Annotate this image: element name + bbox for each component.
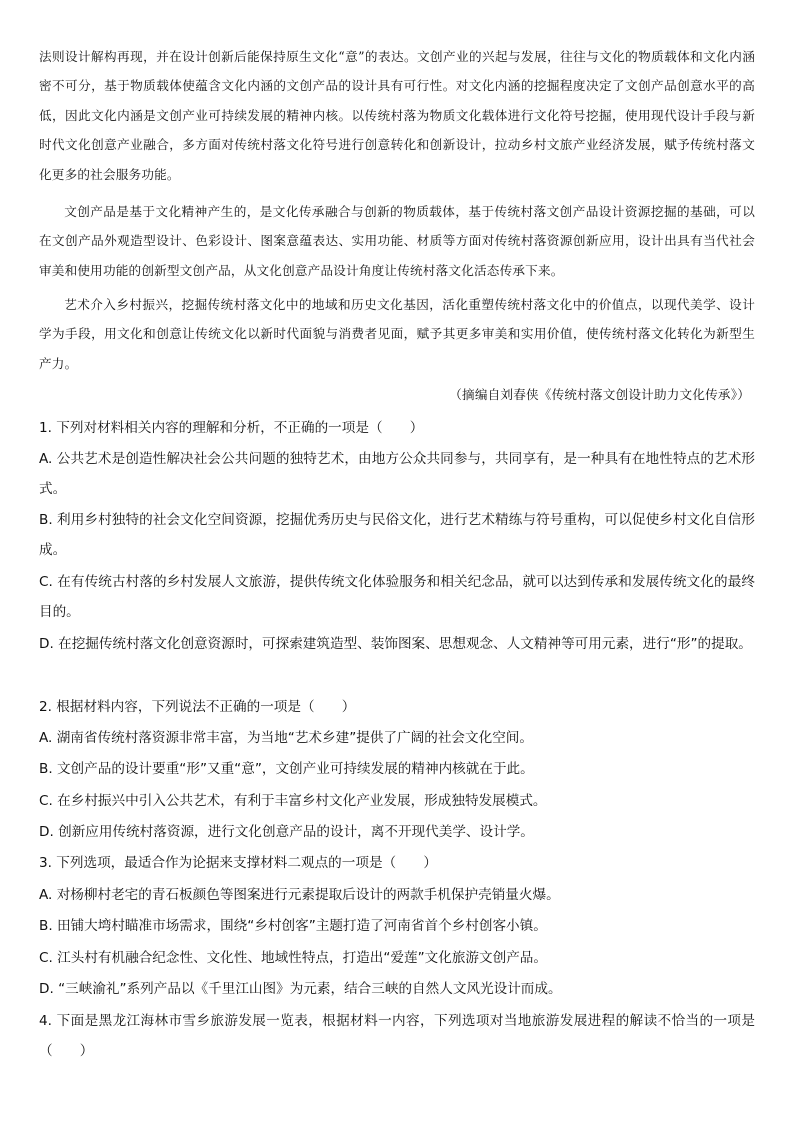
question-1-stem: 1. 下列对材料相关内容的理解和分析，不正确的一项是（ ） xyxy=(39,420,424,436)
passage-paragraph: 文创产品是基于文化精神产生的，是文化传承融合与创新的物质载体，基于传统村落文创产品设计资源挖掘的基础，可以在文创产品外观造型设计、色彩设计、图案意蕴表达、实用功能、材质等方面对传统村落资源创新应用，设计出具有当代社会审美和使用功能的创新型文创产品，从文化创意产品设计角度让传统村落文化活态传承下来。 xyxy=(39,204,755,278)
passage-paragraph: 法则设计解构再现，并在设计创新后能保持原生文化“意”的表达。文创产业的兴起与发展，往往与文化的物质载体和文化内涵密不可分，基于物质载体使蕴含文化内涵的文创产品的设计具有可行性。对文化内涵的挖掘程度决定了文创产品创意水平的高低，因此文化内涵是文创产业可持续发展的精神内核。以传统村落为物质文化载体进行文化符号挖掘，使用现代设计手段与新时代文化创意产业融合，多方面对传统村落文化符号进行创意转化和创新设计，拉动乡村文旅产业经济发展，赋予传统村落文化更多的社会服务功能。 xyxy=(39,49,755,182)
question-2-stem: 2. 根据材料内容，下列说法不正确的一项是（ ） xyxy=(39,699,356,715)
passage-source: （摘编自刘春侠《传统村落文创设计助力文化传承》） xyxy=(449,387,750,402)
question-2-option-d: D. 创新应用传统村落资源，进行文化创意产品的设计，离不开现代美学、设计学。 xyxy=(39,824,534,840)
question-3-option-c: C. 江头村有机融合纪念性、文化性、地域性特点，打造出“爱莲”文化旅游文创产品。 xyxy=(39,950,547,966)
question-2-option-a: A. 湖南省传统村落资源非常丰富，为当地“艺术乡建”提供了广阔的社会文化空间。 xyxy=(39,730,533,746)
question-1-option-a: A. 公共艺术是创造性解决社会公共问题的独特艺术，由地方公众共同参与，共同享有，是一种具有在地性特点的艺术形式。 xyxy=(39,451,755,498)
question-3-option-d: D. “三峡渝礼”系列产品以《千里江山图》为元素，结合三峡的自然人文风光设计而成。 xyxy=(39,981,562,997)
question-2-option-c: C. 在乡村振兴中引入公共艺术，有利于丰富乡村文化产业发展，形成独特发展模式。 xyxy=(39,793,547,809)
question-1-option-c: C. 在有传统古村落的乡村发展人文旅游，提供传统文化体验服务和相关纪念品，就可以达到传承和发展传统文化的最终目的。 xyxy=(39,574,755,621)
question-3-stem: 3. 下列选项，最适合作为论据来支撑材料二观点的一项是（ ） xyxy=(39,855,437,871)
question-1-option-b: B. 利用乡村独特的社会文化空间资源，挖掘优秀历史与民俗文化，进行艺术精练与符号重构，可以促使乡村文化自信形成。 xyxy=(39,512,755,559)
question-3-option-a: A. 对杨柳村老宅的青石板颜色等图案进行元素提取后设计的两款手机保护壳销量火爆。 xyxy=(39,887,560,903)
question-4-stem: 4. 下面是黑龙江海林市雪乡旅游发展一览表，根据材料一内容，下列选项对当地旅游发展进程的解读不恰当的一项是（ ） xyxy=(39,1013,755,1060)
question-3-option-b: B. 田铺大塆村瞄准市场需求，围绕“乡村创客”主题打造了河南省首个乡村创客小镇。 xyxy=(39,918,547,934)
question-1-option-d: D. 在挖掘传统村落文化创意资源时，可探索建筑造型、装饰图案、思想观念、人文精神等可用元素，进行“形”的提取。 xyxy=(39,636,752,652)
question-2-option-b: B. 文创产品的设计要重“形”又重“意”，文创产业可持续发展的精神内核就在于此。 xyxy=(39,761,534,777)
passage-paragraph: 艺术介入乡村振兴，挖掘传统村落文化中的地域和历史文化基因，活化重塑传统村落文化中的价值点，以现代美学、设计学为手段，用文化和创意让传统文化以新时代面貌与消费者见面，赋予其更多审美和实用价值，使传统村落文化转化为新型生产力。 xyxy=(39,297,755,371)
